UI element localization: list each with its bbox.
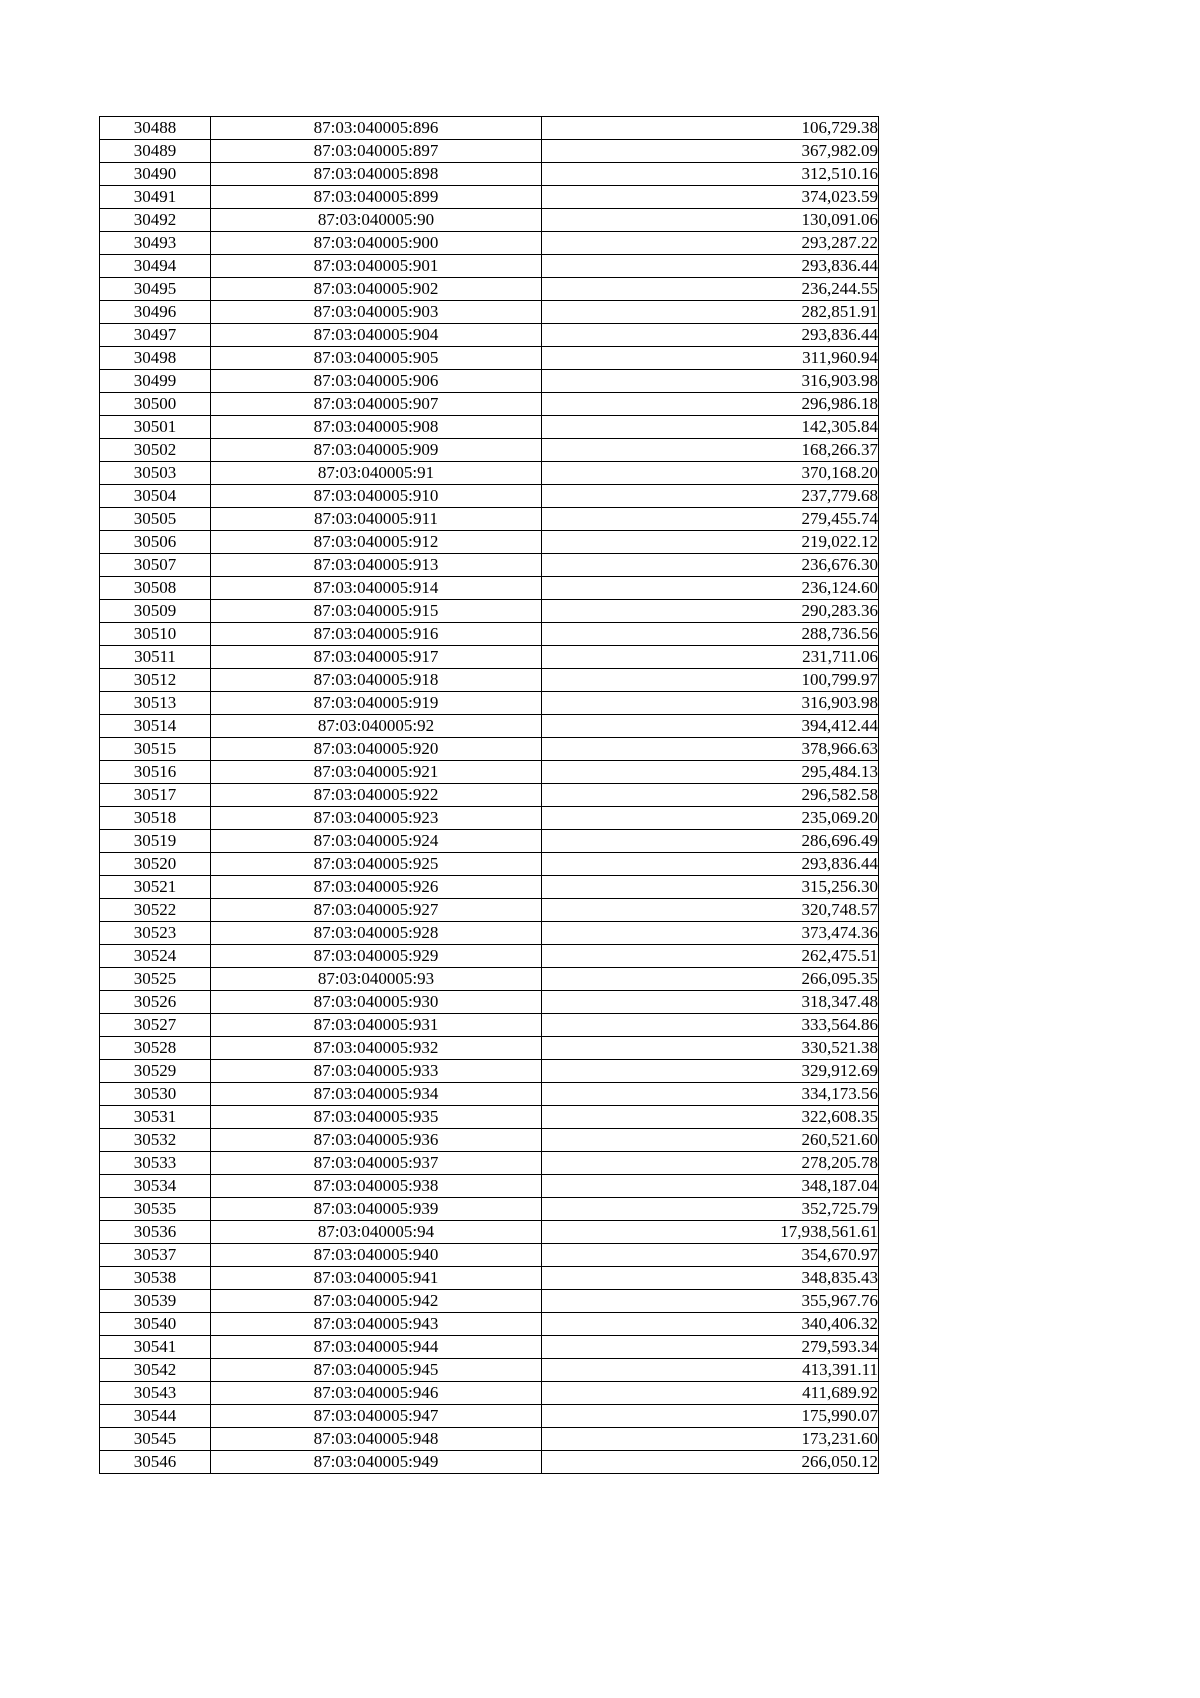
row-number-cell: 30495 bbox=[100, 278, 211, 301]
table-row bbox=[100, 1106, 879, 1129]
row-number-cell: 30533 bbox=[100, 1152, 211, 1175]
value-cell: 290,283.36 bbox=[542, 600, 879, 623]
table-row bbox=[100, 209, 879, 232]
row-number-cell: 30488 bbox=[100, 117, 211, 140]
value-cell: 322,608.35 bbox=[542, 1106, 879, 1129]
value-cell: 311,960.94 bbox=[542, 347, 879, 370]
table-row bbox=[100, 853, 879, 876]
table-row bbox=[100, 1313, 879, 1336]
table-row bbox=[100, 278, 879, 301]
row-number-cell: 30512 bbox=[100, 669, 211, 692]
cadastral-number-cell: 87:03:040005:908 bbox=[211, 416, 542, 439]
cadastral-number-cell: 87:03:040005:931 bbox=[211, 1014, 542, 1037]
value-cell: 236,244.55 bbox=[542, 278, 879, 301]
value-cell: 235,069.20 bbox=[542, 807, 879, 830]
value-cell: 329,912.69 bbox=[542, 1060, 879, 1083]
table-row bbox=[100, 1336, 879, 1359]
table-row bbox=[100, 945, 879, 968]
row-number-cell: 30534 bbox=[100, 1175, 211, 1198]
table-row bbox=[100, 784, 879, 807]
table-row bbox=[100, 186, 879, 209]
value-cell: 260,521.60 bbox=[542, 1129, 879, 1152]
value-cell: 262,475.51 bbox=[542, 945, 879, 968]
cadastral-number-cell: 87:03:040005:941 bbox=[211, 1267, 542, 1290]
cadastral-number-cell: 87:03:040005:935 bbox=[211, 1106, 542, 1129]
cadastral-number-cell: 87:03:040005:943 bbox=[211, 1313, 542, 1336]
table-row bbox=[100, 1244, 879, 1267]
table-row bbox=[100, 439, 879, 462]
value-cell: 142,305.84 bbox=[542, 416, 879, 439]
table-row bbox=[100, 347, 879, 370]
table-row bbox=[100, 646, 879, 669]
cadastral-number-cell: 87:03:040005:917 bbox=[211, 646, 542, 669]
cadastral-number-cell: 87:03:040005:939 bbox=[211, 1198, 542, 1221]
value-cell: 130,091.06 bbox=[542, 209, 879, 232]
row-number-cell: 30497 bbox=[100, 324, 211, 347]
cadastral-number-cell: 87:03:040005:907 bbox=[211, 393, 542, 416]
table-row bbox=[100, 807, 879, 830]
value-cell: 348,835.43 bbox=[542, 1267, 879, 1290]
cadastral-number-cell: 87:03:040005:942 bbox=[211, 1290, 542, 1313]
table-row bbox=[100, 830, 879, 853]
cadastral-number-cell: 87:03:040005:92 bbox=[211, 715, 542, 738]
cadastral-number-cell: 87:03:040005:937 bbox=[211, 1152, 542, 1175]
row-number-cell: 30530 bbox=[100, 1083, 211, 1106]
table-row bbox=[100, 1451, 879, 1474]
table-row bbox=[100, 1152, 879, 1175]
value-cell: 333,564.86 bbox=[542, 1014, 879, 1037]
table-row bbox=[100, 922, 879, 945]
value-cell: 378,966.63 bbox=[542, 738, 879, 761]
row-number-cell: 30532 bbox=[100, 1129, 211, 1152]
table-row bbox=[100, 140, 879, 163]
value-cell: 278,205.78 bbox=[542, 1152, 879, 1175]
row-number-cell: 30523 bbox=[100, 922, 211, 945]
row-number-cell: 30522 bbox=[100, 899, 211, 922]
row-number-cell: 30538 bbox=[100, 1267, 211, 1290]
table-row bbox=[100, 738, 879, 761]
value-cell: 367,982.09 bbox=[542, 140, 879, 163]
value-cell: 334,173.56 bbox=[542, 1083, 879, 1106]
cadastral-number-cell: 87:03:040005:946 bbox=[211, 1382, 542, 1405]
value-cell: 373,474.36 bbox=[542, 922, 879, 945]
row-number-cell: 30544 bbox=[100, 1405, 211, 1428]
table-row bbox=[100, 370, 879, 393]
value-cell: 330,521.38 bbox=[542, 1037, 879, 1060]
row-number-cell: 30546 bbox=[100, 1451, 211, 1474]
cadastral-number-cell: 87:03:040005:94 bbox=[211, 1221, 542, 1244]
table-row bbox=[100, 1405, 879, 1428]
cadastral-number-cell: 87:03:040005:934 bbox=[211, 1083, 542, 1106]
value-cell: 266,050.12 bbox=[542, 1451, 879, 1474]
table-row bbox=[100, 968, 879, 991]
table-row bbox=[100, 899, 879, 922]
row-number-cell: 30527 bbox=[100, 1014, 211, 1037]
value-cell: 411,689.92 bbox=[542, 1382, 879, 1405]
cadastral-number-cell: 87:03:040005:901 bbox=[211, 255, 542, 278]
cadastral-number-cell: 87:03:040005:947 bbox=[211, 1405, 542, 1428]
cadastral-number-cell: 87:03:040005:936 bbox=[211, 1129, 542, 1152]
table-row bbox=[100, 1198, 879, 1221]
value-cell: 175,990.07 bbox=[542, 1405, 879, 1428]
row-number-cell: 30509 bbox=[100, 600, 211, 623]
cadastral-number-cell: 87:03:040005:906 bbox=[211, 370, 542, 393]
cadastral-number-cell: 87:03:040005:900 bbox=[211, 232, 542, 255]
cadastral-number-cell: 87:03:040005:902 bbox=[211, 278, 542, 301]
value-cell: 17,938,561.61 bbox=[542, 1221, 879, 1244]
cadastral-number-cell: 87:03:040005:911 bbox=[211, 508, 542, 531]
table-row bbox=[100, 692, 879, 715]
table-row bbox=[100, 508, 879, 531]
cadastral-number-cell: 87:03:040005:926 bbox=[211, 876, 542, 899]
table-row bbox=[100, 255, 879, 278]
row-number-cell: 30521 bbox=[100, 876, 211, 899]
cadastral-number-cell: 87:03:040005:899 bbox=[211, 186, 542, 209]
cadastral-number-cell: 87:03:040005:944 bbox=[211, 1336, 542, 1359]
value-cell: 279,593.34 bbox=[542, 1336, 879, 1359]
value-cell: 315,256.30 bbox=[542, 876, 879, 899]
cadastral-number-cell: 87:03:040005:938 bbox=[211, 1175, 542, 1198]
value-cell: 394,412.44 bbox=[542, 715, 879, 738]
row-number-cell: 30531 bbox=[100, 1106, 211, 1129]
cadastral-number-cell: 87:03:040005:897 bbox=[211, 140, 542, 163]
table-row bbox=[100, 669, 879, 692]
cadastral-number-cell: 87:03:040005:924 bbox=[211, 830, 542, 853]
cadastral-number-cell: 87:03:040005:925 bbox=[211, 853, 542, 876]
value-cell: 413,391.11 bbox=[542, 1359, 879, 1382]
table-row bbox=[100, 531, 879, 554]
cadastral-number-cell: 87:03:040005:91 bbox=[211, 462, 542, 485]
cadastral-number-cell: 87:03:040005:90 bbox=[211, 209, 542, 232]
row-number-cell: 30516 bbox=[100, 761, 211, 784]
table-row bbox=[100, 876, 879, 899]
cadastral-number-cell: 87:03:040005:922 bbox=[211, 784, 542, 807]
table-row bbox=[100, 1129, 879, 1152]
row-number-cell: 30525 bbox=[100, 968, 211, 991]
row-number-cell: 30540 bbox=[100, 1313, 211, 1336]
row-number-cell: 30504 bbox=[100, 485, 211, 508]
value-cell: 293,836.44 bbox=[542, 255, 879, 278]
row-number-cell: 30507 bbox=[100, 554, 211, 577]
cadastral-number-cell: 87:03:040005:928 bbox=[211, 922, 542, 945]
table-row bbox=[100, 393, 879, 416]
row-number-cell: 30503 bbox=[100, 462, 211, 485]
row-number-cell: 30511 bbox=[100, 646, 211, 669]
table-row bbox=[100, 1267, 879, 1290]
row-number-cell: 30539 bbox=[100, 1290, 211, 1313]
row-number-cell: 30496 bbox=[100, 301, 211, 324]
row-number-cell: 30529 bbox=[100, 1060, 211, 1083]
table-row bbox=[100, 462, 879, 485]
cadastral-number-cell: 87:03:040005:933 bbox=[211, 1060, 542, 1083]
value-cell: 231,711.06 bbox=[542, 646, 879, 669]
row-number-cell: 30490 bbox=[100, 163, 211, 186]
row-number-cell: 30494 bbox=[100, 255, 211, 278]
value-cell: 293,287.22 bbox=[542, 232, 879, 255]
value-cell: 370,168.20 bbox=[542, 462, 879, 485]
cadastral-number-cell: 87:03:040005:921 bbox=[211, 761, 542, 784]
cadastral-number-cell: 87:03:040005:916 bbox=[211, 623, 542, 646]
value-cell: 354,670.97 bbox=[542, 1244, 879, 1267]
value-cell: 316,903.98 bbox=[542, 692, 879, 715]
table-row bbox=[100, 1060, 879, 1083]
table-row bbox=[100, 324, 879, 347]
value-cell: 286,696.49 bbox=[542, 830, 879, 853]
value-cell: 236,124.60 bbox=[542, 577, 879, 600]
value-cell: 293,836.44 bbox=[542, 324, 879, 347]
value-cell: 295,484.13 bbox=[542, 761, 879, 784]
cadastral-number-cell: 87:03:040005:912 bbox=[211, 531, 542, 554]
cadastral-number-cell: 87:03:040005:903 bbox=[211, 301, 542, 324]
row-number-cell: 30535 bbox=[100, 1198, 211, 1221]
table-row bbox=[100, 163, 879, 186]
row-number-cell: 30542 bbox=[100, 1359, 211, 1382]
row-number-cell: 30514 bbox=[100, 715, 211, 738]
table-row bbox=[100, 554, 879, 577]
row-number-cell: 30543 bbox=[100, 1382, 211, 1405]
cadastral-number-cell: 87:03:040005:93 bbox=[211, 968, 542, 991]
row-number-cell: 30526 bbox=[100, 991, 211, 1014]
row-number-cell: 30520 bbox=[100, 853, 211, 876]
cadastral-number-cell: 87:03:040005:904 bbox=[211, 324, 542, 347]
table-row bbox=[100, 1037, 879, 1060]
cadastral-number-cell: 87:03:040005:905 bbox=[211, 347, 542, 370]
table-row bbox=[100, 301, 879, 324]
table-row bbox=[100, 1014, 879, 1037]
row-number-cell: 30501 bbox=[100, 416, 211, 439]
table-row bbox=[100, 991, 879, 1014]
value-cell: 168,266.37 bbox=[542, 439, 879, 462]
value-cell: 352,725.79 bbox=[542, 1198, 879, 1221]
value-cell: 296,986.18 bbox=[542, 393, 879, 416]
value-cell: 279,455.74 bbox=[542, 508, 879, 531]
value-cell: 288,736.56 bbox=[542, 623, 879, 646]
value-cell: 348,187.04 bbox=[542, 1175, 879, 1198]
cadastral-number-cell: 87:03:040005:896 bbox=[211, 117, 542, 140]
value-cell: 355,967.76 bbox=[542, 1290, 879, 1313]
cadastral-number-cell: 87:03:040005:909 bbox=[211, 439, 542, 462]
value-cell: 236,676.30 bbox=[542, 554, 879, 577]
row-number-cell: 30491 bbox=[100, 186, 211, 209]
value-cell: 312,510.16 bbox=[542, 163, 879, 186]
cadastral-number-cell: 87:03:040005:929 bbox=[211, 945, 542, 968]
table-row bbox=[100, 1428, 879, 1451]
value-cell: 237,779.68 bbox=[542, 485, 879, 508]
value-cell: 293,836.44 bbox=[542, 853, 879, 876]
value-cell: 320,748.57 bbox=[542, 899, 879, 922]
table-row bbox=[100, 600, 879, 623]
table-row bbox=[100, 1382, 879, 1405]
row-number-cell: 30506 bbox=[100, 531, 211, 554]
cadastral-number-cell: 87:03:040005:919 bbox=[211, 692, 542, 715]
value-cell: 374,023.59 bbox=[542, 186, 879, 209]
row-number-cell: 30519 bbox=[100, 830, 211, 853]
cadastral-number-cell: 87:03:040005:910 bbox=[211, 485, 542, 508]
row-number-cell: 30513 bbox=[100, 692, 211, 715]
value-cell: 266,095.35 bbox=[542, 968, 879, 991]
table-row bbox=[100, 577, 879, 600]
row-number-cell: 30510 bbox=[100, 623, 211, 646]
cadastral-value-table bbox=[99, 116, 879, 1474]
value-cell: 316,903.98 bbox=[542, 370, 879, 393]
row-number-cell: 30493 bbox=[100, 232, 211, 255]
value-cell: 173,231.60 bbox=[542, 1428, 879, 1451]
cadastral-number-cell: 87:03:040005:920 bbox=[211, 738, 542, 761]
row-number-cell: 30537 bbox=[100, 1244, 211, 1267]
row-number-cell: 30499 bbox=[100, 370, 211, 393]
table-row bbox=[100, 1083, 879, 1106]
cadastral-number-cell: 87:03:040005:918 bbox=[211, 669, 542, 692]
cadastral-number-cell: 87:03:040005:948 bbox=[211, 1428, 542, 1451]
value-cell: 282,851.91 bbox=[542, 301, 879, 324]
value-cell: 340,406.32 bbox=[542, 1313, 879, 1336]
cadastral-number-cell: 87:03:040005:949 bbox=[211, 1451, 542, 1474]
table-row bbox=[100, 117, 879, 140]
table-row bbox=[100, 761, 879, 784]
row-number-cell: 30541 bbox=[100, 1336, 211, 1359]
value-cell: 318,347.48 bbox=[542, 991, 879, 1014]
row-number-cell: 30505 bbox=[100, 508, 211, 531]
table-row bbox=[100, 232, 879, 255]
row-number-cell: 30518 bbox=[100, 807, 211, 830]
cadastral-number-cell: 87:03:040005:945 bbox=[211, 1359, 542, 1382]
table-body bbox=[100, 117, 879, 1474]
cadastral-number-cell: 87:03:040005:927 bbox=[211, 899, 542, 922]
row-number-cell: 30508 bbox=[100, 577, 211, 600]
row-number-cell: 30528 bbox=[100, 1037, 211, 1060]
cadastral-number-cell: 87:03:040005:914 bbox=[211, 577, 542, 600]
row-number-cell: 30517 bbox=[100, 784, 211, 807]
table-row bbox=[100, 715, 879, 738]
row-number-cell: 30536 bbox=[100, 1221, 211, 1244]
cadastral-number-cell: 87:03:040005:898 bbox=[211, 163, 542, 186]
cadastral-number-cell: 87:03:040005:932 bbox=[211, 1037, 542, 1060]
value-cell: 219,022.12 bbox=[542, 531, 879, 554]
cadastral-number-cell: 87:03:040005:913 bbox=[211, 554, 542, 577]
cadastral-number-cell: 87:03:040005:923 bbox=[211, 807, 542, 830]
cadastral-number-cell: 87:03:040005:930 bbox=[211, 991, 542, 1014]
row-number-cell: 30489 bbox=[100, 140, 211, 163]
cadastral-number-cell: 87:03:040005:940 bbox=[211, 1244, 542, 1267]
table-row bbox=[100, 416, 879, 439]
row-number-cell: 30515 bbox=[100, 738, 211, 761]
table-row bbox=[100, 485, 879, 508]
row-number-cell: 30545 bbox=[100, 1428, 211, 1451]
row-number-cell: 30500 bbox=[100, 393, 211, 416]
row-number-cell: 30498 bbox=[100, 347, 211, 370]
value-cell: 100,799.97 bbox=[542, 669, 879, 692]
value-cell: 296,582.58 bbox=[542, 784, 879, 807]
value-cell: 106,729.38 bbox=[542, 117, 879, 140]
table-row bbox=[100, 623, 879, 646]
row-number-cell: 30502 bbox=[100, 439, 211, 462]
row-number-cell: 30492 bbox=[100, 209, 211, 232]
row-number-cell: 30524 bbox=[100, 945, 211, 968]
table-row bbox=[100, 1221, 879, 1244]
cadastral-number-cell: 87:03:040005:915 bbox=[211, 600, 542, 623]
table-row bbox=[100, 1175, 879, 1198]
table-row bbox=[100, 1359, 879, 1382]
table-row bbox=[100, 1290, 879, 1313]
